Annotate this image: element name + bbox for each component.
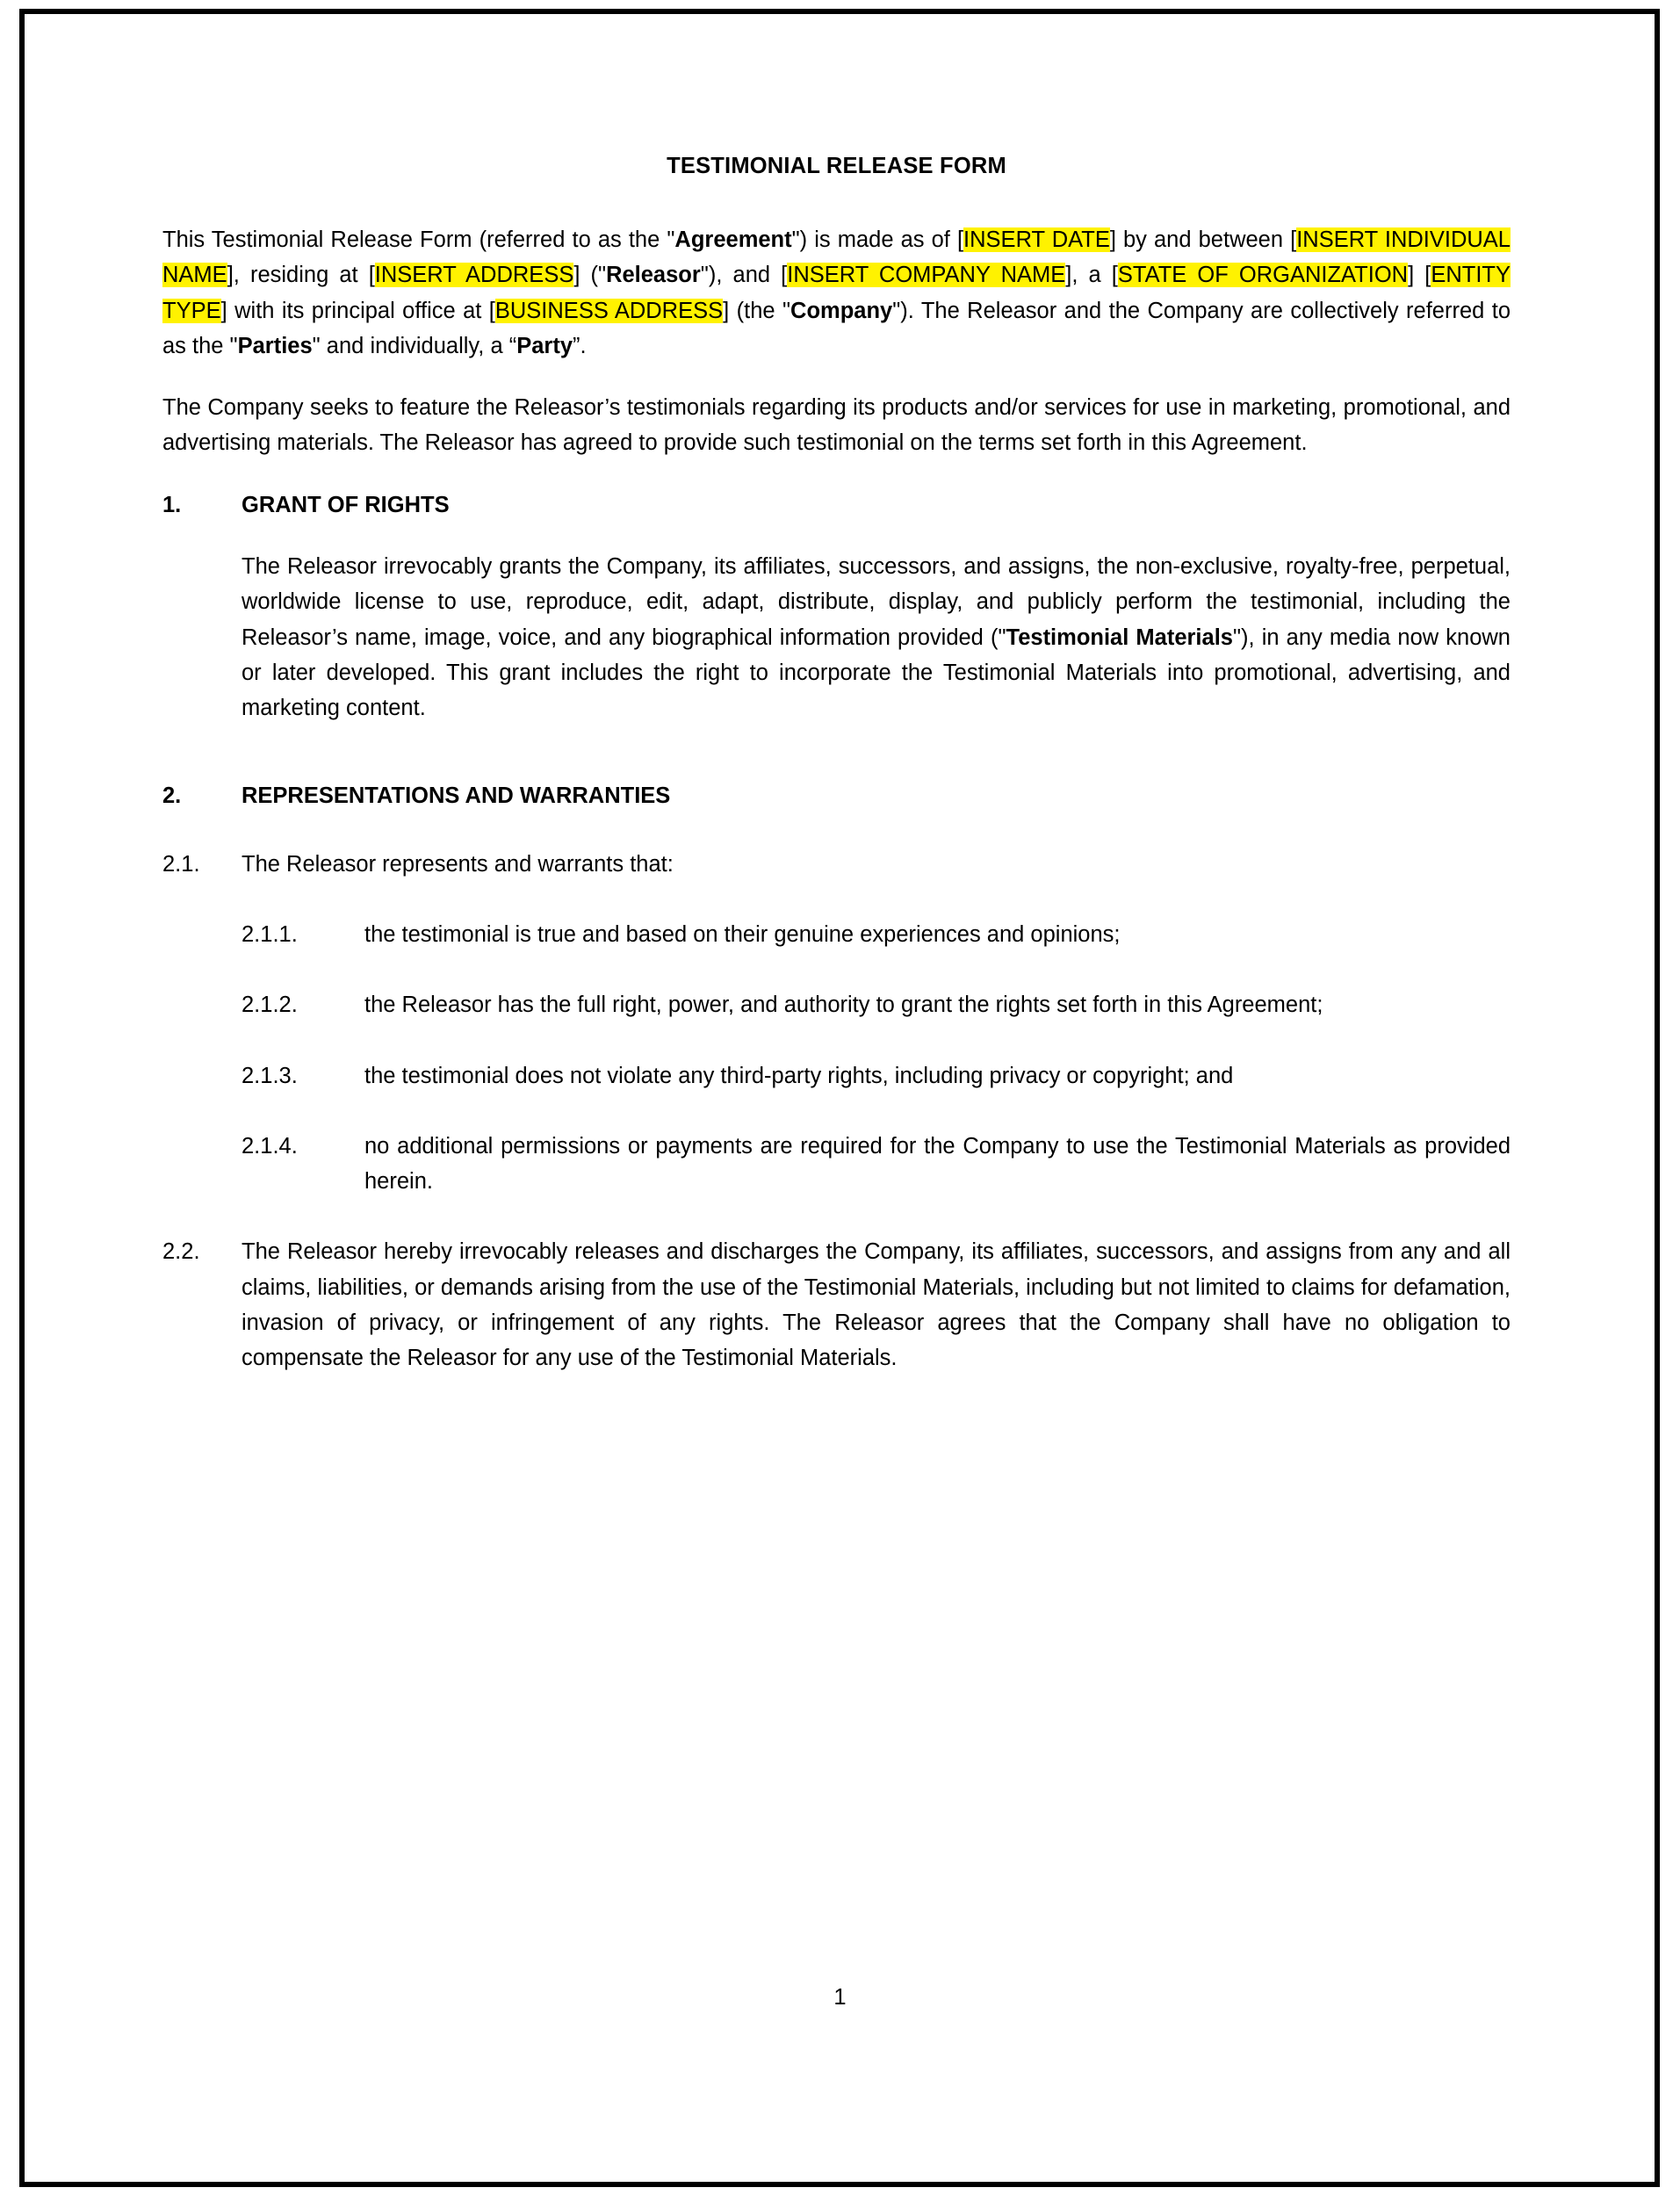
section-1-text-segment: "), in any media now known or later developed. This grant includes the right to incorporate the Testimonial Materials into promotional, advertising, and marketing content. bbox=[242, 625, 1511, 721]
subclause-2-1-3-number: 2.1.3. bbox=[242, 1063, 298, 1088]
intro-text-segment: ], residing at [ bbox=[227, 263, 375, 288]
intro-text-segment: This Testimonial Release Form (referred to as the " bbox=[162, 227, 675, 252]
section-2-title: REPRESENTATIONS AND WARRANTIES bbox=[242, 783, 671, 809]
section-1-title: GRANT OF RIGHTS bbox=[242, 492, 450, 517]
term-agreement: Agreement bbox=[674, 227, 792, 252]
term-parties: Parties bbox=[237, 333, 313, 358]
section-2-heading bbox=[162, 778, 1511, 813]
intro-text-segment: ] [ bbox=[1408, 263, 1431, 288]
placeholder-business-address: BUSINESS ADDRESS bbox=[494, 298, 724, 323]
clause-2-1 bbox=[162, 847, 1511, 882]
placeholder-individual-name: INSERT INDIVIDUAL NAME bbox=[162, 227, 1511, 288]
subclause-2-1-1 bbox=[242, 917, 1511, 952]
intro-text-segment: " and individually, a “ bbox=[312, 333, 517, 358]
subclause-2-1-1-text: the testimonial is true and based on their genuine experiences and opinions; bbox=[364, 921, 1121, 947]
subclause-2-1-4-number: 2.1.4. bbox=[242, 1133, 298, 1159]
placeholder-state-of-organization: STATE OF ORGANIZATION bbox=[1117, 263, 1409, 288]
subclause-2-1-4 bbox=[242, 1129, 1511, 1200]
page-title: TESTIMONIAL RELEASE FORM bbox=[667, 154, 1006, 178]
intro-text-segment: ") is made as of [ bbox=[791, 227, 964, 252]
subclause-2-1-3-text: the testimonial does not violate any third-party rights, including privacy or copyright; and bbox=[364, 1063, 1234, 1088]
placeholder-company-name: INSERT COMPANY NAME bbox=[787, 263, 1066, 288]
intro-text-segment: ] with its principal office at [ bbox=[220, 298, 495, 323]
intro-text-segment: ”. bbox=[573, 333, 587, 358]
intro-text-segment: ] (the " bbox=[723, 298, 791, 323]
term-testimonial-materials: Testimonial Materials bbox=[1006, 625, 1233, 650]
clause-2-2 bbox=[162, 1234, 1511, 1375]
section-2-number: 2. bbox=[162, 783, 182, 809]
subclause-2-1-1-number: 2.1.1. bbox=[242, 921, 298, 947]
placeholder-insert-address: INSERT ADDRESS bbox=[374, 263, 574, 288]
section-1-text-segment: The Releasor irrevocably grants the Company, its affiliates, successors, and assigns, the non-exclusive, royalty-free, perpetual, worldwide license to use, reproduce, edit, adapt, distribute, display, and publicly perform the testimonial, including the Releasor’s name, image, voice, and any biographical information provided (" bbox=[242, 553, 1511, 650]
intro-text-segment: "). The Releasor and the Company are collectively referred to as the " bbox=[162, 298, 1511, 358]
section-1-body bbox=[242, 549, 1511, 726]
subclause-2-1-2-number: 2.1.2. bbox=[242, 993, 298, 1018]
clause-2-1-number: 2.1. bbox=[162, 851, 200, 877]
placeholder-entity-type: ENTITY TYPE bbox=[162, 263, 1511, 323]
clause-2-1-text: The Releasor represents and warrants that: bbox=[242, 851, 674, 877]
clause-2-2-text: The Releasor hereby irrevocably releases and discharges the Company, its affiliates, successors, and assigns from any and all claims, liabilities, or demands arising from the use of the Testimonial Materials, including but not limited to claims for defamation, invasion of privacy, or infringement of any rights. The Releasor agrees that the Company shall have no obligation to compensate the Releasor for any use of the Testimonial Materials. bbox=[242, 1239, 1511, 1371]
subclause-2-1-3 bbox=[242, 1058, 1511, 1094]
term-party: Party bbox=[516, 333, 573, 358]
page-number: 1 bbox=[833, 1985, 847, 2010]
subclause-2-1-4-text: no additional permissions or payments are required for the Company to use the Testimonial Materials as provided herein. bbox=[364, 1133, 1511, 1195]
document-content bbox=[162, 154, 1511, 1402]
section-1-number: 1. bbox=[162, 492, 182, 517]
subclause-2-1-2-text: the Releasor has the full right, power, and authority to grant the rights set forth in this Agreement; bbox=[364, 993, 1323, 1018]
term-releasor: Releasor bbox=[606, 263, 701, 288]
placeholder-insert-date: INSERT DATE bbox=[963, 227, 1110, 252]
clause-2-2-number: 2.2. bbox=[162, 1239, 200, 1265]
intro-text-segment: ] (" bbox=[573, 263, 607, 288]
subclause-2-1-2 bbox=[242, 987, 1511, 1022]
term-company: Company bbox=[790, 298, 893, 323]
intro-paragraph-2: The Company seeks to feature the Releasor’s testimonials regarding its products and/or services for use in marketing, promotional, and advertising materials. The Releasor has agreed to provide such testimonial on the terms set forth in this Agreement. bbox=[162, 395, 1511, 456]
intro-text-segment: "), and [ bbox=[700, 263, 788, 288]
intro-paragraph-1 bbox=[162, 222, 1511, 364]
intro-text-segment: ], a [ bbox=[1065, 263, 1118, 288]
intro-text-segment: ] by and between [ bbox=[1109, 227, 1297, 252]
section-1-heading bbox=[162, 487, 1511, 523]
